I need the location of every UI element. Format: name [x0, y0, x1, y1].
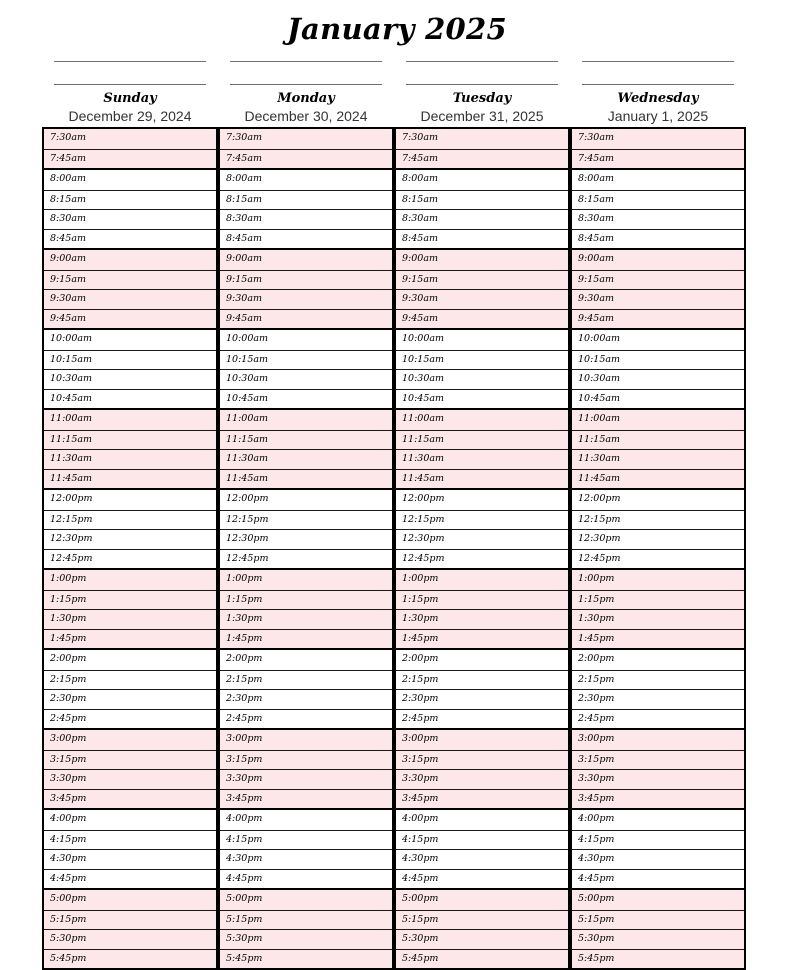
hour-block: [572, 168, 744, 248]
note-line[interactable]: [54, 84, 206, 85]
time-slot[interactable]: 9:45am: [396, 309, 568, 329]
time-slot[interactable]: 8:45am: [220, 229, 392, 249]
time-slot[interactable]: 8:30am: [44, 209, 216, 229]
time-slot[interactable]: 12:15pm: [572, 510, 744, 530]
time-slot[interactable]: 10:00am: [402, 333, 445, 344]
time-slot[interactable]: 8:45am: [396, 229, 568, 249]
time-slot[interactable]: 4:45pm: [396, 869, 568, 889]
hour-block: [396, 408, 568, 488]
time-slot[interactable]: 5:15pm: [220, 910, 392, 930]
time-slot[interactable]: 12:30pm: [220, 529, 392, 549]
hour-block: [220, 568, 392, 648]
time-slot[interactable]: 10:15am: [220, 350, 392, 370]
time-slot[interactable]: 11:00am: [220, 410, 392, 430]
time-slot[interactable]: 2:30pm: [220, 689, 392, 709]
time-slot[interactable]: 10:00am: [226, 333, 269, 344]
note-line[interactable]: [582, 84, 734, 85]
hour-block: [396, 129, 568, 168]
time-slot[interactable]: 5:00pm: [220, 890, 392, 910]
hour-block: [396, 488, 568, 568]
time-slot[interactable]: 10:45am: [396, 389, 568, 409]
day-header: [218, 0, 394, 126]
note-line[interactable]: [406, 61, 558, 62]
time-slot[interactable]: 8:45am: [572, 229, 744, 249]
time-slot[interactable]: 11:15am: [220, 430, 392, 450]
hour-block: [44, 568, 216, 648]
time-slot[interactable]: 4:00pm: [402, 813, 439, 824]
hour-block: [44, 488, 216, 568]
hour-block: [396, 808, 568, 888]
hour-block: [220, 728, 392, 808]
hour-block: [572, 488, 744, 568]
note-line[interactable]: [230, 84, 382, 85]
time-slot[interactable]: 12:00pm: [226, 493, 269, 504]
time-slot[interactable]: 1:45pm: [572, 629, 744, 649]
hour-block: [220, 168, 392, 248]
time-slot[interactable]: 10:15am: [396, 350, 568, 370]
time-slot[interactable]: 10:30am: [396, 369, 568, 389]
time-slot[interactable]: 1:45pm: [396, 629, 568, 649]
time-slot[interactable]: 9:15am: [572, 270, 744, 290]
time-slot[interactable]: 11:00am: [44, 410, 216, 430]
time-slot[interactable]: 2:45pm: [572, 709, 744, 729]
time-slot[interactable]: 10:30am: [572, 369, 744, 389]
day-date: January 1, 2025: [607, 108, 709, 124]
time-slot[interactable]: 12:45pm: [572, 549, 744, 569]
hour-block: [572, 248, 744, 328]
hour-block: [396, 568, 568, 648]
time-slot[interactable]: 2:00pm: [402, 653, 439, 664]
schedule-grid: [42, 127, 218, 970]
page-title: January 2025: [286, 12, 507, 46]
time-slot[interactable]: 12:30pm: [572, 529, 744, 549]
time-slot[interactable]: 4:45pm: [44, 869, 216, 889]
hour-block: [44, 808, 216, 888]
time-slot[interactable]: 3:00pm: [44, 730, 216, 750]
time-slot[interactable]: 3:45pm: [44, 789, 216, 809]
time-slot[interactable]: 2:15pm: [44, 670, 216, 690]
time-slot[interactable]: 2:45pm: [44, 709, 216, 729]
time-slot[interactable]: 10:00am: [50, 333, 93, 344]
day-name: Tuesday: [452, 91, 512, 106]
time-slot[interactable]: 8:15am: [220, 190, 392, 210]
time-slot[interactable]: 3:15pm: [44, 750, 216, 770]
time-slot[interactable]: 3:15pm: [572, 750, 744, 770]
time-slot[interactable]: 5:30pm: [220, 929, 392, 949]
time-slot[interactable]: 1:00pm: [220, 570, 392, 590]
hour-block: [44, 728, 216, 808]
hour-block: [220, 488, 392, 568]
time-slot[interactable]: 10:45am: [220, 389, 392, 409]
time-slot[interactable]: 2:00pm: [578, 653, 615, 664]
time-slot[interactable]: 9:30am: [396, 289, 568, 309]
time-slot[interactable]: 11:30am: [396, 449, 568, 469]
time-slot[interactable]: 10:00am: [578, 333, 621, 344]
time-slot[interactable]: 10:45am: [44, 389, 216, 409]
time-slot[interactable]: 5:00pm: [396, 890, 568, 910]
time-slot[interactable]: 10:30am: [220, 369, 392, 389]
time-slot[interactable]: 3:45pm: [572, 789, 744, 809]
schedule-grid: [570, 127, 746, 970]
time-slot[interactable]: 1:15pm: [572, 590, 744, 610]
time-slot[interactable]: 1:45pm: [44, 629, 216, 649]
time-slot[interactable]: 9:45am: [220, 309, 392, 329]
time-slot[interactable]: 3:30pm: [572, 769, 744, 789]
note-line[interactable]: [406, 84, 558, 85]
time-slot[interactable]: 2:30pm: [44, 689, 216, 709]
time-slot[interactable]: 2:15pm: [220, 670, 392, 690]
time-slot[interactable]: 7:45am: [396, 149, 568, 169]
time-slot[interactable]: 2:45pm: [220, 709, 392, 729]
time-slot[interactable]: 11:30am: [572, 449, 744, 469]
hour-block: [572, 408, 744, 488]
time-slot[interactable]: 9:30am: [572, 289, 744, 309]
time-slot[interactable]: 5:45pm: [220, 949, 392, 969]
time-slot[interactable]: 1:15pm: [396, 590, 568, 610]
time-slot[interactable]: 8:15am: [44, 190, 216, 210]
time-slot[interactable]: 10:15am: [44, 350, 216, 370]
time-slot[interactable]: 12:00pm: [50, 493, 93, 504]
hour-block: [396, 248, 568, 328]
hour-block: [44, 129, 216, 168]
day-header: [394, 0, 570, 126]
hour-block: [44, 888, 216, 968]
hour-block: [396, 648, 568, 728]
time-slot[interactable]: 5:15pm: [572, 910, 744, 930]
time-slot[interactable]: 9:00am: [572, 250, 744, 270]
time-slot[interactable]: 8:30am: [572, 209, 744, 229]
hour-block: [572, 129, 744, 168]
time-slot[interactable]: 9:30am: [220, 289, 392, 309]
day-date: December 31, 2025: [420, 108, 544, 124]
time-slot[interactable]: 11:30am: [220, 449, 392, 469]
time-slot[interactable]: 9:15am: [220, 270, 392, 290]
hour-block: [572, 888, 744, 968]
hour-block: [44, 328, 216, 408]
schedule-grid: [394, 127, 570, 970]
time-slot[interactable]: 3:00pm: [220, 730, 392, 750]
day-name: Monday: [277, 91, 335, 106]
time-slot[interactable]: 7:45am: [220, 149, 392, 169]
time-slot[interactable]: 9:00am: [44, 250, 216, 270]
time-slot[interactable]: 10:30am: [44, 369, 216, 389]
time-slot[interactable]: 3:15pm: [396, 750, 568, 770]
day-column-wednesday: [570, 0, 746, 964]
time-slot[interactable]: 7:45am: [44, 149, 216, 169]
hour-block: [572, 728, 744, 808]
hour-block: [220, 408, 392, 488]
hour-block: [396, 168, 568, 248]
day-column-monday: [218, 0, 394, 964]
note-line[interactable]: [230, 61, 382, 62]
hour-block: [396, 328, 568, 408]
time-slot[interactable]: 1:30pm: [220, 609, 392, 629]
day-name: Sunday: [103, 91, 157, 106]
time-slot[interactable]: 11:15am: [396, 430, 568, 450]
time-slot[interactable]: 4:00pm: [50, 813, 87, 824]
time-slot[interactable]: 5:45pm: [44, 949, 216, 969]
day-header: [570, 0, 746, 126]
time-slot[interactable]: 8:00am: [226, 173, 263, 184]
time-slot[interactable]: 9:00am: [220, 250, 392, 270]
time-slot[interactable]: 5:30pm: [572, 929, 744, 949]
time-slot[interactable]: 3:45pm: [220, 789, 392, 809]
time-slot[interactable]: 5:30pm: [44, 929, 216, 949]
time-slot[interactable]: 1:00pm: [572, 570, 744, 590]
time-slot[interactable]: 9:30am: [44, 289, 216, 309]
time-slot[interactable]: 7:30am: [396, 129, 568, 149]
time-slot[interactable]: 12:15pm: [220, 510, 392, 530]
time-slot[interactable]: 11:00am: [572, 410, 744, 430]
time-slot[interactable]: 8:00am: [50, 173, 87, 184]
time-slot[interactable]: 12:45pm: [396, 549, 568, 569]
time-slot[interactable]: 12:00pm: [578, 493, 621, 504]
time-slot[interactable]: 5:30pm: [396, 929, 568, 949]
time-slot[interactable]: 12:30pm: [44, 529, 216, 549]
time-slot[interactable]: 1:30pm: [572, 609, 744, 629]
day-name: Wednesday: [617, 91, 699, 106]
time-slot[interactable]: 3:30pm: [220, 769, 392, 789]
hour-block: [44, 248, 216, 328]
time-slot[interactable]: 1:15pm: [220, 590, 392, 610]
time-slot[interactable]: 3:45pm: [396, 789, 568, 809]
hour-block: [220, 129, 392, 168]
time-slot[interactable]: 2:45pm: [396, 709, 568, 729]
hour-block: [572, 568, 744, 648]
hour-block: [572, 328, 744, 408]
time-slot[interactable]: 9:15am: [396, 270, 568, 290]
time-slot[interactable]: 4:30pm: [572, 849, 744, 869]
time-slot[interactable]: 8:30am: [220, 209, 392, 229]
time-slot[interactable]: 8:15am: [396, 190, 568, 210]
time-slot[interactable]: 12:45pm: [44, 549, 216, 569]
hour-block: [44, 648, 216, 728]
time-slot[interactable]: 5:45pm: [572, 949, 744, 969]
time-slot[interactable]: 4:00pm: [578, 813, 615, 824]
time-slot[interactable]: 2:30pm: [396, 689, 568, 709]
time-slot[interactable]: 12:45pm: [220, 549, 392, 569]
hour-block: [220, 328, 392, 408]
time-slot[interactable]: 8:30am: [396, 209, 568, 229]
time-slot[interactable]: 11:30am: [44, 449, 216, 469]
time-slot[interactable]: 3:30pm: [44, 769, 216, 789]
day-date: December 30, 2024: [244, 108, 368, 124]
schedule-grid: [218, 127, 394, 970]
time-slot[interactable]: 11:15am: [572, 430, 744, 450]
time-slot[interactable]: 5:15pm: [396, 910, 568, 930]
time-slot[interactable]: 7:45am: [572, 149, 744, 169]
hour-block: [44, 168, 216, 248]
time-slot[interactable]: 4:15pm: [44, 830, 216, 850]
time-slot[interactable]: 4:30pm: [220, 849, 392, 869]
time-slot[interactable]: 5:00pm: [572, 890, 744, 910]
time-slot[interactable]: 4:15pm: [396, 830, 568, 850]
time-slot[interactable]: 1:00pm: [44, 570, 216, 590]
time-slot[interactable]: 8:00am: [402, 173, 439, 184]
time-slot[interactable]: 4:45pm: [572, 869, 744, 889]
time-slot[interactable]: 3:30pm: [396, 769, 568, 789]
time-slot[interactable]: 12:15pm: [396, 510, 568, 530]
time-slot[interactable]: 11:45am: [220, 469, 392, 489]
time-slot[interactable]: 5:45pm: [396, 949, 568, 969]
time-slot[interactable]: 11:00am: [396, 410, 568, 430]
hour-block: [220, 808, 392, 888]
time-slot[interactable]: 2:00pm: [226, 653, 263, 664]
time-slot[interactable]: 2:15pm: [572, 670, 744, 690]
time-slot[interactable]: 12:30pm: [396, 529, 568, 549]
time-slot[interactable]: 12:00pm: [402, 493, 445, 504]
time-slot[interactable]: 1:15pm: [44, 590, 216, 610]
hour-block: [220, 648, 392, 728]
time-slot[interactable]: 4:30pm: [44, 849, 216, 869]
note-line[interactable]: [582, 61, 734, 62]
time-slot[interactable]: 3:00pm: [572, 730, 744, 750]
time-slot[interactable]: 9:00am: [396, 250, 568, 270]
note-line[interactable]: [54, 61, 206, 62]
time-slot[interactable]: 5:00pm: [44, 890, 216, 910]
day-column-sunday: [42, 0, 218, 964]
time-slot[interactable]: 2:15pm: [396, 670, 568, 690]
day-header: [42, 0, 218, 126]
time-slot[interactable]: 5:15pm: [44, 910, 216, 930]
time-slot[interactable]: 9:45am: [44, 309, 216, 329]
time-slot[interactable]: 4:15pm: [572, 830, 744, 850]
time-slot[interactable]: 9:15am: [44, 270, 216, 290]
time-slot[interactable]: 4:00pm: [226, 813, 263, 824]
time-slot[interactable]: 4:45pm: [220, 869, 392, 889]
day-date: December 29, 2024: [68, 108, 192, 124]
time-slot[interactable]: 8:45am: [44, 229, 216, 249]
time-slot[interactable]: 11:45am: [396, 469, 568, 489]
time-slot[interactable]: 12:15pm: [44, 510, 216, 530]
day-column-tuesday: [394, 0, 570, 964]
time-slot[interactable]: 11:45am: [572, 469, 744, 489]
time-slot[interactable]: 7:30am: [220, 129, 392, 149]
time-slot[interactable]: 3:00pm: [396, 730, 568, 750]
hour-block: [396, 728, 568, 808]
time-slot[interactable]: 8:00am: [578, 173, 615, 184]
time-slot[interactable]: 4:15pm: [220, 830, 392, 850]
hour-block: [572, 648, 744, 728]
time-slot[interactable]: 11:45am: [44, 469, 216, 489]
time-slot[interactable]: 11:15am: [44, 430, 216, 450]
time-slot[interactable]: 7:30am: [572, 129, 744, 149]
hour-block: [572, 808, 744, 888]
time-slot[interactable]: 1:30pm: [44, 609, 216, 629]
time-slot[interactable]: 10:15am: [572, 350, 744, 370]
time-slot[interactable]: 1:30pm: [396, 609, 568, 629]
time-slot[interactable]: 1:45pm: [220, 629, 392, 649]
time-slot[interactable]: 10:45am: [572, 389, 744, 409]
hour-block: [220, 888, 392, 968]
time-slot[interactable]: 9:45am: [572, 309, 744, 329]
hour-block: [44, 408, 216, 488]
hour-block: [396, 888, 568, 968]
time-slot[interactable]: 8:15am: [572, 190, 744, 210]
time-slot[interactable]: 7:30am: [44, 129, 216, 149]
hour-block: [220, 248, 392, 328]
time-slot[interactable]: 3:15pm: [220, 750, 392, 770]
time-slot[interactable]: 2:00pm: [50, 653, 87, 664]
time-slot[interactable]: 1:00pm: [396, 570, 568, 590]
time-slot[interactable]: 2:30pm: [572, 689, 744, 709]
time-slot[interactable]: 4:30pm: [396, 849, 568, 869]
